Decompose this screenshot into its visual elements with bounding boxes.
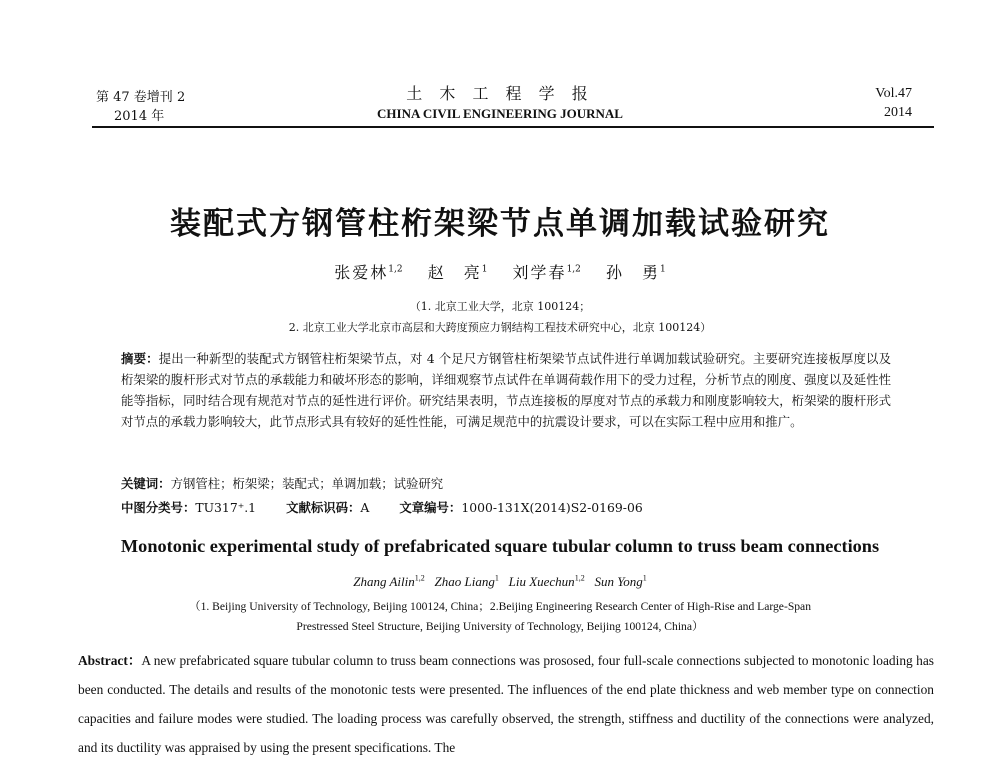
header-journal xyxy=(0,84,1000,124)
classification-line xyxy=(121,498,643,516)
doc-code-value: A xyxy=(360,500,370,515)
abstract-en-label: Abstract xyxy=(78,653,128,668)
authors-cn xyxy=(0,260,1000,283)
volume-year: 2014 xyxy=(884,105,912,120)
abstract-cn xyxy=(121,348,891,432)
journal-name-en: CHINA CIVIL ENGINEERING JOURNAL xyxy=(377,106,623,121)
paper-title-cn: 装配式方钢管柱桁架梁节点单调加载试验研究 xyxy=(170,206,830,242)
clc-value: TU317⁺.1 xyxy=(195,500,257,515)
author-cn: 刘学春$^{1,2}$ xyxy=(512,263,581,282)
affiliation-cn: （1. 北京工业大学，北京 100124； xyxy=(409,300,591,313)
header-volume xyxy=(875,84,912,122)
abstract-cn-text: 提出一种新型的装配式方钢管柱桁架梁节点，对 4 个足尺方钢管柱桁架梁节点试件进行单调加载试验研究。主要研究连接板厚度以及桁架梁的腹杆形式对节点的承载能力和破坏形态的影响，详细观察节点试件在单调荷载作用下的受力过程，分析节点的刚度、强度以及延性性能等指标，同时结合现有规范对节点的延性进行评价。研究结果表明，节点连接板的厚度对节点的承载力和刚度影响较大，桁架梁的腹杆形式对节点的承载力影响较大，此节点形式具有较好的延性性能，可满足规范中的抗震设计要求，可以在实际工程中应用和推广。 xyxy=(121,351,891,429)
volume-label: Vol.47 xyxy=(875,86,912,101)
keywords-text: 方钢管柱；桁架梁；装配式；单调加载；试验研究 xyxy=(170,476,444,491)
abstract-en: Abstract：A new prefabricated square tubular column to truss beam connections was prososed, four full-scale connections subjected to monotonic loading has been conducted. The details and results of the monotonic tests were presented. The influences of the end plate thickness and web member type on connection capacities and failure modes were studied. The loading process was carefully observed, the strength, stiffness and ductility of the connections were analyzed, and its ductility was appraised by using the present specifications. The xyxy=(78,653,934,755)
author-cn: 张爱林$^{1,2}$ xyxy=(334,263,403,282)
article-number-label: 文章编号： xyxy=(399,500,462,515)
issue-label: 第 47 卷增刊 2 xyxy=(96,90,186,105)
journal-name-cn: 土 木 工 程 学 报 xyxy=(406,84,594,103)
keywords-label: 关键词： xyxy=(121,476,171,491)
affiliation-cn: 2. 北京工业大学北京市高层和大跨度预应力钢结构工程技术研究中心，北京 100124） xyxy=(288,321,712,334)
doc-code-label: 文献标识码： xyxy=(286,500,361,515)
author-cn: 赵 亮$^1$ xyxy=(427,263,488,282)
authors-en xyxy=(0,574,1000,590)
keywords-cn xyxy=(121,474,443,492)
abstract-en-text: A new prefabricated square tubular column to truss beam connections was prososed, four full-scale connections subjected to monotonic loading has been conducted. The details and results of the monotonic tests were presented. The influences of the end plate thickness and web member type on connection capacities and failure modes were studied. The loading process was carefully observed, the strength, stiffness and ductility of the connections were analyzed, and its ductility was appraised by using the present specifications. The xyxy=(78,653,934,755)
author-en: Sun Yong$^1$ xyxy=(594,574,647,590)
paper-title-en: Monotonic experimental study of prefabricated square tubular column to truss beam connections xyxy=(120,536,880,556)
author-en: Zhang Ailin$^{1,2}$ xyxy=(353,574,425,590)
abstract-cn-label: 摘要： xyxy=(121,351,159,366)
clc-label: 中图分类号： xyxy=(121,500,196,515)
author-en: Liu Xuechun$^{1,2}$ xyxy=(508,574,585,590)
author-cn: 孙 勇$^1$ xyxy=(605,263,666,282)
affiliation-en: （1. Beijing University of Technology, Beijing 100124, China；2.Beijing Engineering Research Center of High-Rise and Large-Span xyxy=(188,600,812,613)
affiliation-en: Prestressed Steel Structure, Beijing University of Technology, Beijing 100124, China） xyxy=(296,620,704,633)
article-number-value: 1000-131X(2014)S2-0169-06 xyxy=(461,500,643,515)
header-rule xyxy=(92,126,934,128)
issue-year: 2014 年 xyxy=(114,109,165,124)
author-en: Zhao Liang$^1$ xyxy=(434,574,499,590)
